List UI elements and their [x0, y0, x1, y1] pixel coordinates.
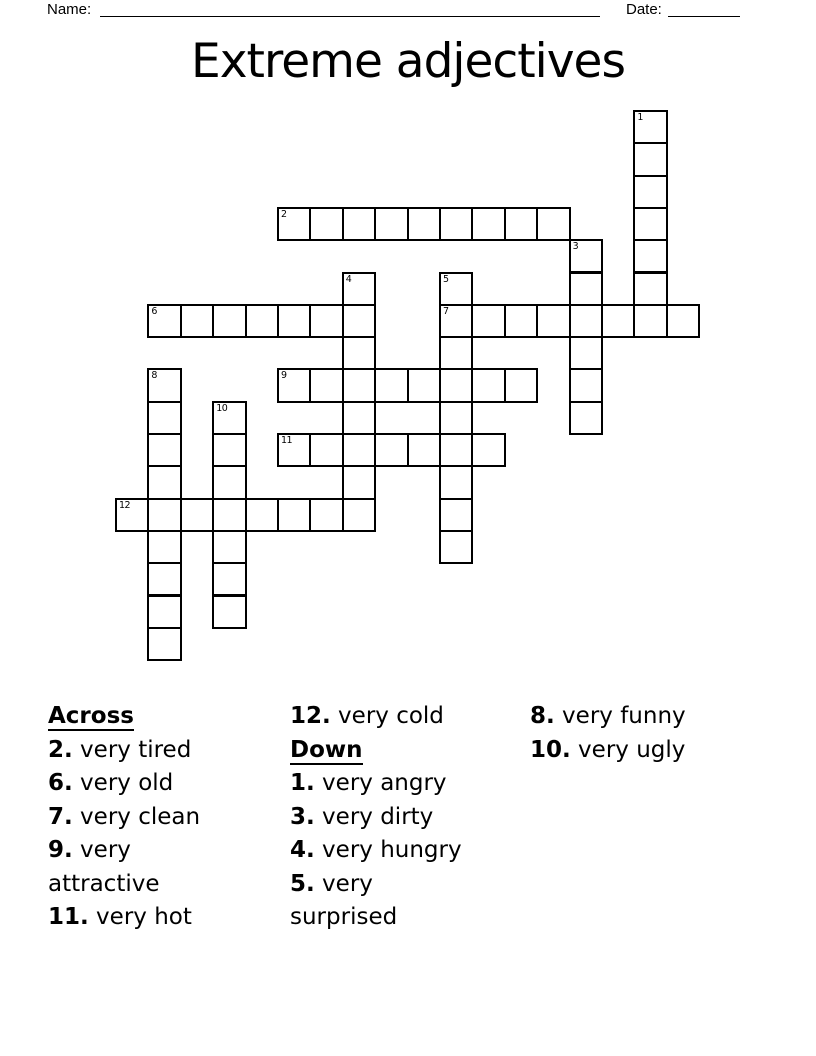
grid-cell — [277, 207, 311, 241]
cell-number: 12 — [119, 499, 131, 511]
grid-cell — [212, 562, 246, 596]
grid-cell — [342, 272, 376, 306]
cell-number: 1 — [637, 112, 643, 123]
grid-cell — [212, 498, 246, 532]
grid-cell — [374, 433, 408, 467]
grid-cell — [471, 207, 505, 241]
grid-cell — [277, 304, 311, 338]
grid-cell — [147, 530, 181, 564]
clue-number: 6. — [48, 770, 73, 796]
grid-cell — [569, 272, 603, 306]
grid-cell — [569, 401, 603, 435]
grid-cell — [504, 304, 538, 338]
grid-cell — [342, 401, 376, 435]
cell-number: 3 — [572, 241, 579, 253]
grid-cell — [471, 368, 505, 402]
clue-number: 2. — [48, 736, 73, 763]
clue-item: 8. very funny — [530, 703, 686, 729]
grid-cell — [666, 304, 700, 338]
clue-item: 2. very tired — [48, 736, 192, 763]
grid-cell — [212, 595, 246, 629]
grid-cell — [504, 368, 538, 402]
clue-item: 9. very attractive — [48, 837, 160, 897]
grid-cell — [536, 207, 570, 241]
grid-cell — [212, 465, 246, 499]
cell-number: 6 — [151, 305, 157, 317]
grid-cell — [212, 530, 246, 564]
grid-cell — [536, 304, 570, 338]
cell-number: 10 — [216, 402, 228, 414]
clue-section-heading: Down — [290, 736, 363, 763]
grid-cell — [342, 336, 376, 370]
clue-item: 10. very ugly — [530, 736, 686, 763]
cell-number: 8 — [151, 370, 157, 382]
grid-cell — [439, 530, 473, 564]
cell-number: 5 — [443, 273, 449, 285]
grid-cell — [439, 207, 473, 241]
grid-cell — [439, 498, 473, 532]
grid-cell — [633, 110, 667, 144]
grid-cell — [342, 433, 376, 467]
grid-cell — [309, 433, 343, 467]
clue-item: 5. very surprised — [290, 870, 398, 930]
grid-cell — [147, 627, 181, 661]
clue-section-heading: Across — [48, 703, 134, 729]
grid-cell — [147, 562, 181, 596]
grid-cell — [309, 207, 343, 241]
name-fill-line — [100, 1, 600, 17]
grid-cell — [633, 272, 667, 306]
clue-item: 11. very hot — [48, 904, 192, 930]
grid-cell — [439, 465, 473, 499]
grid-cell — [342, 465, 376, 499]
clue-column-middle — [290, 700, 475, 935]
clue-number: 4. — [290, 837, 315, 863]
grid-cell — [633, 175, 667, 209]
grid-cell — [147, 304, 181, 338]
grid-cell — [471, 304, 505, 338]
grid-cell — [569, 368, 603, 402]
grid-cell — [407, 368, 441, 402]
grid-cell — [601, 304, 635, 338]
grid-cell — [245, 498, 279, 532]
grid-cell — [407, 433, 441, 467]
grid-cell — [504, 207, 538, 241]
grid-cell — [212, 433, 246, 467]
clue-number: 8. — [530, 703, 555, 729]
clue-number: 9. — [48, 837, 73, 863]
grid-cell — [374, 207, 408, 241]
clue-item: 7. very clean — [48, 803, 201, 830]
grid-cell — [147, 595, 181, 629]
cell-number: 2 — [281, 208, 287, 220]
grid-cell — [633, 304, 667, 338]
clue-number: 11. — [48, 904, 89, 930]
page-title: Extreme adjectives — [191, 34, 625, 89]
grid-cell — [633, 207, 667, 241]
grid-cell — [342, 207, 376, 241]
grid-cell — [147, 498, 181, 532]
clue-item: 6. very old — [48, 770, 174, 796]
grid-cell — [342, 304, 376, 338]
grid-cell — [277, 498, 311, 532]
grid-cell — [180, 304, 214, 338]
clue-number: 7. — [48, 803, 73, 830]
grid-cell — [569, 336, 603, 370]
clue-number: 3. — [290, 803, 315, 830]
grid-cell — [212, 304, 246, 338]
cell-number: 4 — [345, 273, 352, 285]
grid-cell — [342, 368, 376, 402]
grid-cell — [147, 465, 181, 499]
grid-cell — [277, 368, 311, 402]
grid-cell — [407, 207, 441, 241]
clue-column-left — [48, 700, 223, 935]
grid-cell — [633, 239, 667, 273]
grid-cell — [569, 304, 603, 338]
date-fill-line — [668, 1, 740, 17]
grid-cell — [374, 368, 408, 402]
clue-number: 1. — [290, 770, 315, 796]
grid-cell — [439, 272, 473, 306]
cell-number: 9 — [281, 370, 287, 382]
cell-number: 7 — [443, 305, 449, 317]
clue-number: 10. — [530, 736, 571, 763]
grid-cell — [439, 401, 473, 435]
grid-cell — [309, 498, 343, 532]
clue-number: 5. — [290, 870, 315, 897]
grid-cell — [309, 304, 343, 338]
date-label: Date: — [626, 1, 662, 18]
grid-cell — [212, 401, 246, 435]
grid-cell — [439, 336, 473, 370]
grid-cell — [245, 304, 279, 338]
grid-cell — [569, 239, 603, 273]
grid-cell — [147, 433, 181, 467]
grid-cell — [147, 368, 181, 402]
clue-column-right — [530, 700, 755, 767]
cell-number: 11 — [281, 435, 293, 446]
grid-cell — [309, 368, 343, 402]
grid-cell — [439, 433, 473, 467]
grid-cell — [180, 498, 214, 532]
grid-cell — [147, 401, 181, 435]
clue-item: 4. very hungry — [290, 837, 462, 863]
grid-cell — [342, 498, 376, 532]
grid-cell — [439, 368, 473, 402]
clue-number: 12. — [290, 703, 331, 729]
grid-cell — [633, 142, 667, 176]
grid-cell — [115, 498, 149, 532]
clue-item: 3. very dirty — [290, 803, 434, 830]
grid-cell — [471, 433, 505, 467]
grid-cell — [277, 433, 311, 467]
clue-item: 1. very angry — [290, 770, 447, 796]
clue-item: 12. very cold — [290, 703, 444, 729]
name-label: Name: — [47, 1, 92, 18]
grid-cell — [439, 304, 473, 338]
